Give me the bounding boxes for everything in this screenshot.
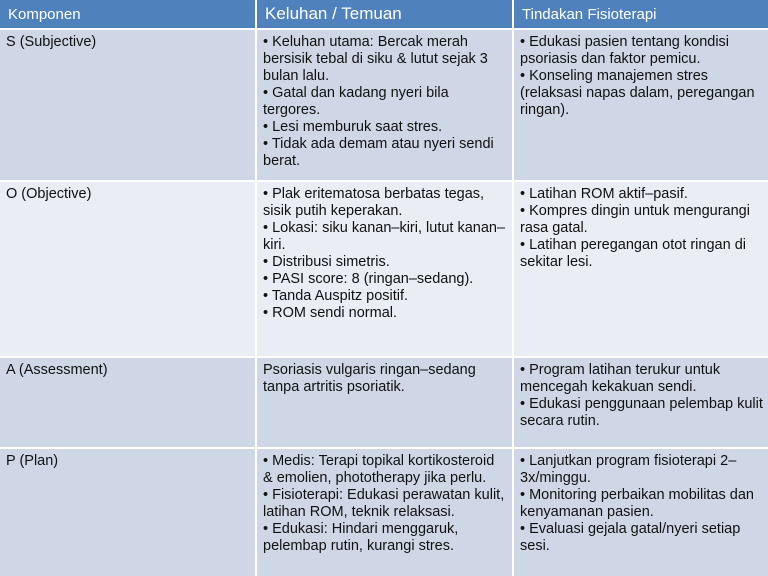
action-line: • Kompres dingin untuk mengurangi rasa gatal. bbox=[520, 203, 750, 236]
action-line: • Konseling manajemen stres (relaksasi napas dalam, peregangan ringan). bbox=[520, 68, 755, 118]
findings-cell bbox=[256, 181, 513, 357]
header-komponen: Komponen bbox=[0, 0, 256, 29]
header-keluhan-temuan: Keluhan / Temuan bbox=[256, 0, 513, 29]
finding-line: • Medis: Terapi topikal kortikosteroid & emolien, phototherapy jika perlu. bbox=[263, 453, 495, 486]
action-line: • Evaluasi gejala gatal/nyeri setiap sesi. bbox=[520, 521, 741, 554]
finding-line: • PASI score: 8 (ringan–sedang). bbox=[263, 271, 474, 287]
component-cell: P (Plan) bbox=[0, 448, 256, 576]
findings-cell bbox=[256, 448, 513, 576]
component-cell: O (Objective) bbox=[0, 181, 256, 357]
table-row-objective bbox=[0, 181, 768, 357]
action-line: • Lanjutkan program fisioterapi 2–3x/minggu. bbox=[520, 453, 737, 486]
action-line: • Program latihan terukur untuk mencegah kekakuan sendi. bbox=[520, 362, 721, 395]
header-tindakan-fisioterapi: Tindakan Fisioterapi bbox=[513, 0, 768, 29]
finding-line: • Lokasi: siku kanan–kiri, lutut kanan–kiri. bbox=[263, 220, 506, 253]
finding-line: • Distribusi simetris. bbox=[263, 254, 390, 270]
finding-line: • Gatal dan kadang nyeri bila tergores. bbox=[263, 85, 449, 118]
finding-line: • Plak eritematosa berbatas tegas, sisik putih keperakan. bbox=[263, 186, 485, 219]
finding-line: • Lesi memburuk saat stres. bbox=[263, 119, 443, 135]
actions-cell bbox=[513, 181, 768, 357]
finding-line: • Fisioterapi: Edukasi perawatan kulit, latihan ROM, teknik relaksasi. bbox=[263, 487, 505, 520]
table-row-assessment bbox=[0, 357, 768, 448]
component-cell: S (Subjective) bbox=[0, 29, 256, 181]
action-line: • Latihan ROM aktif–pasif. bbox=[520, 186, 688, 202]
action-line: • Edukasi penggunaan pelembap kulit secara rutin. bbox=[520, 396, 763, 429]
action-line: • Latihan peregangan otot ringan di sekitar lesi. bbox=[520, 237, 746, 270]
findings-cell bbox=[256, 29, 513, 181]
header-row bbox=[0, 0, 768, 29]
action-line: • Monitoring perbaikan mobilitas dan kenyamanan pasien. bbox=[520, 487, 754, 520]
actions-cell bbox=[513, 29, 768, 181]
action-line: • Edukasi pasien tentang kondisi psoriasis dan faktor pemicu. bbox=[520, 34, 730, 67]
component-cell: A (Assessment) bbox=[0, 357, 256, 448]
actions-cell bbox=[513, 357, 768, 448]
finding-line: • ROM sendi normal. bbox=[263, 305, 398, 321]
finding-line: • Keluhan utama: Bercak merah bersisik tebal di siku & lutut sejak 3 bulan lalu. bbox=[263, 34, 488, 84]
finding-line: • Edukasi: Hindari menggaruk, pelembap rutin, kurangi stres. bbox=[263, 521, 459, 554]
finding-line: Psoriasis vulgaris ringan–sedang tanpa artritis psoriatik. bbox=[263, 362, 476, 395]
actions-cell bbox=[513, 448, 768, 576]
finding-line: • Tanda Auspitz positif. bbox=[263, 288, 409, 304]
findings-cell bbox=[256, 357, 513, 448]
finding-line: • Tidak ada demam atau nyeri sendi berat. bbox=[263, 136, 494, 169]
table-row-subjective bbox=[0, 29, 768, 181]
table-row-plan bbox=[0, 448, 768, 576]
